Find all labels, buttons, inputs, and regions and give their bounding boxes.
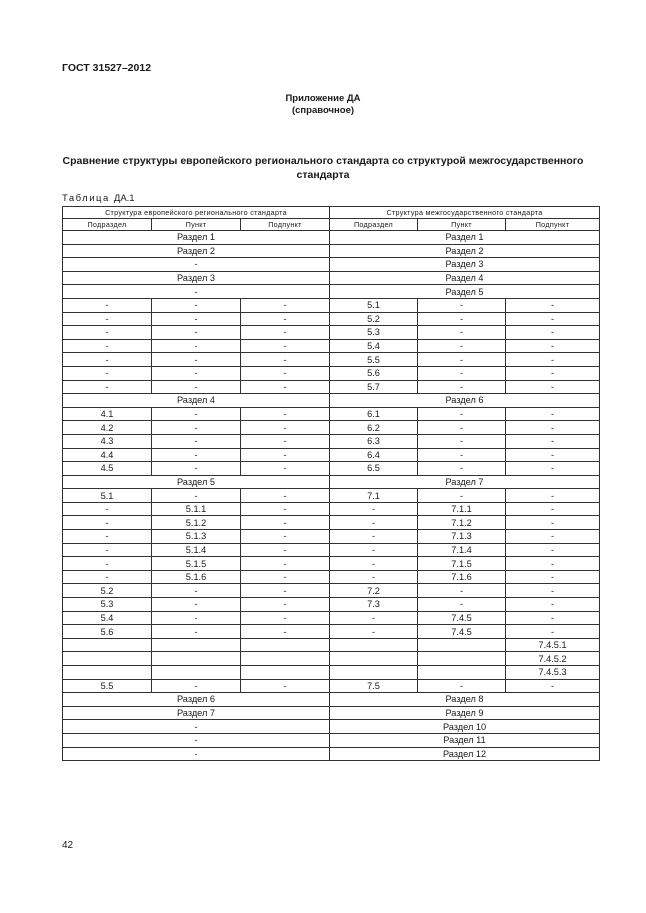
table-cell: 6.1 xyxy=(330,407,418,421)
table-cell: - xyxy=(63,380,152,394)
section-cell-left: - xyxy=(63,285,330,299)
table-cell: 4.5 xyxy=(63,462,152,476)
table-row xyxy=(63,448,600,462)
table-cell xyxy=(330,638,418,652)
table-cell: 5.4 xyxy=(63,611,152,625)
table-cell: 6.4 xyxy=(330,448,418,462)
table-cell: 5.2 xyxy=(330,312,418,326)
table-row xyxy=(63,258,600,272)
section-cell-left: Раздел 6 xyxy=(63,693,330,707)
section-cell-right: Раздел 3 xyxy=(330,258,600,272)
page-number: 42 xyxy=(62,840,74,851)
table-cell: - xyxy=(63,366,152,380)
table-cell: - xyxy=(241,326,330,340)
document-title: Сравнение структуры европейского регионального стандарта со структурой межгосударственного стандарта xyxy=(62,155,584,181)
table-cell: - xyxy=(241,339,330,353)
table-row xyxy=(63,747,600,761)
section-cell-right: Раздел 11 xyxy=(330,733,600,747)
table-row xyxy=(63,611,600,625)
table-row xyxy=(63,733,600,747)
table-cell: - xyxy=(506,312,600,326)
table-cell: - xyxy=(241,679,330,693)
table-cell: - xyxy=(506,557,600,571)
table-row xyxy=(63,394,600,408)
table-cell: 5.4 xyxy=(330,339,418,353)
table-row xyxy=(63,720,600,734)
table-cell: 5.1.5 xyxy=(152,557,241,571)
table-cell: - xyxy=(418,598,506,612)
table-cell: - xyxy=(418,448,506,462)
table-row xyxy=(63,502,600,516)
table-cell: 4.4 xyxy=(63,448,152,462)
table-cell: - xyxy=(506,625,600,639)
interstate-structure-header: Структура межгосударственного стандарта xyxy=(330,207,600,219)
table-cell: - xyxy=(330,557,418,571)
table-cell: - xyxy=(152,584,241,598)
column-header: Подраздел xyxy=(330,219,418,231)
section-cell-left: - xyxy=(63,258,330,272)
table-cell: 5.1 xyxy=(330,298,418,312)
table-cell: - xyxy=(506,407,600,421)
table-cell: 5.1.6 xyxy=(152,570,241,584)
table-row xyxy=(63,584,600,598)
comparison-table xyxy=(62,206,600,761)
table-cell: - xyxy=(152,448,241,462)
table-cell xyxy=(152,652,241,666)
table-cell: - xyxy=(506,421,600,435)
table-row xyxy=(63,353,600,367)
table-cell: 5.6 xyxy=(63,625,152,639)
section-cell-right: Раздел 5 xyxy=(330,285,600,299)
table-cell: - xyxy=(418,679,506,693)
table-cell: - xyxy=(152,353,241,367)
table-cell: - xyxy=(152,312,241,326)
table-cell xyxy=(241,638,330,652)
table-cell: - xyxy=(418,584,506,598)
section-cell-left: Раздел 3 xyxy=(63,271,330,285)
table-cell: 7.4.5 xyxy=(418,611,506,625)
table-row xyxy=(63,244,600,258)
section-cell-right: Раздел 1 xyxy=(330,231,600,245)
table-cell: - xyxy=(418,366,506,380)
table-cell: - xyxy=(506,598,600,612)
table-cell: - xyxy=(63,530,152,544)
table-cell: - xyxy=(152,421,241,435)
table-row xyxy=(63,421,600,435)
table-cell: - xyxy=(506,448,600,462)
table-cell: 6.3 xyxy=(330,434,418,448)
table-cell: 7.5 xyxy=(330,679,418,693)
table-cell: - xyxy=(63,339,152,353)
table-cell xyxy=(152,638,241,652)
table-cell: - xyxy=(241,584,330,598)
section-cell-right: Раздел 10 xyxy=(330,720,600,734)
table-cell: - xyxy=(330,516,418,530)
table-cell: - xyxy=(241,298,330,312)
table-cell xyxy=(63,652,152,666)
table-cell: - xyxy=(418,380,506,394)
table-cell: - xyxy=(152,326,241,340)
table-cell: 7.3 xyxy=(330,598,418,612)
table-cell: - xyxy=(241,543,330,557)
table-cell: - xyxy=(506,366,600,380)
table-cell: - xyxy=(63,543,152,557)
table-cell xyxy=(63,666,152,680)
table-cell: - xyxy=(241,407,330,421)
table-cell: - xyxy=(241,557,330,571)
table-cell: 5.5 xyxy=(330,353,418,367)
table-cell: 5.1.3 xyxy=(152,530,241,544)
table-cell: 5.1.4 xyxy=(152,543,241,557)
table-cell: 7.1.1 xyxy=(418,502,506,516)
table-cell: 7.1.2 xyxy=(418,516,506,530)
table-cell: - xyxy=(63,312,152,326)
table-cell: - xyxy=(506,462,600,476)
table-cell: 6.5 xyxy=(330,462,418,476)
column-header: Пункт xyxy=(418,219,506,231)
european-structure-header: Структура европейского регионального стандарта xyxy=(63,207,330,219)
table-cell: 4.3 xyxy=(63,434,152,448)
section-cell-left: - xyxy=(63,733,330,747)
table-cell: - xyxy=(241,516,330,530)
table-row xyxy=(63,285,600,299)
table-cell: - xyxy=(506,530,600,544)
table-cell: - xyxy=(330,530,418,544)
table-cell: - xyxy=(241,366,330,380)
table-cell: - xyxy=(152,462,241,476)
table-cell: - xyxy=(241,611,330,625)
table-label-prefix: Таблица xyxy=(62,193,110,204)
section-cell-right: Раздел 7 xyxy=(330,475,600,489)
table-cell: - xyxy=(506,298,600,312)
table-row xyxy=(63,706,600,720)
table-cell xyxy=(330,666,418,680)
table-cell: - xyxy=(152,489,241,503)
section-cell-right: Раздел 4 xyxy=(330,271,600,285)
table-cell: - xyxy=(241,489,330,503)
table-cell: 7.1.6 xyxy=(418,570,506,584)
appendix-heading xyxy=(0,93,646,117)
table-row xyxy=(63,231,600,245)
table-row xyxy=(63,434,600,448)
table-row xyxy=(63,366,600,380)
table-cell: - xyxy=(152,625,241,639)
table-cell: 7.4.5.3 xyxy=(506,666,600,680)
table-cell: - xyxy=(63,353,152,367)
table-row xyxy=(63,693,600,707)
table-cell: - xyxy=(506,353,600,367)
section-cell-left: - xyxy=(63,720,330,734)
table-cell: - xyxy=(418,421,506,435)
table-cell: 4.2 xyxy=(63,421,152,435)
table-row xyxy=(63,407,600,421)
table-body xyxy=(63,207,600,761)
table-cell: - xyxy=(418,339,506,353)
table-cell: - xyxy=(418,434,506,448)
table-cell: - xyxy=(506,570,600,584)
table-cell: - xyxy=(506,611,600,625)
table-cell: - xyxy=(152,679,241,693)
group-header-row xyxy=(63,207,600,219)
table-row xyxy=(63,638,600,652)
table-cell: 7.4.5.2 xyxy=(506,652,600,666)
table-cell: - xyxy=(241,353,330,367)
table-cell: 7.2 xyxy=(330,584,418,598)
section-cell-right: Раздел 9 xyxy=(330,706,600,720)
table-cell: - xyxy=(152,339,241,353)
section-cell-left: - xyxy=(63,747,330,761)
table-cell: 4.1 xyxy=(63,407,152,421)
table-cell: - xyxy=(506,489,600,503)
table-cell: 7.4.5 xyxy=(418,625,506,639)
table-cell: - xyxy=(506,584,600,598)
column-header: Подпункт xyxy=(506,219,600,231)
table-row xyxy=(63,652,600,666)
table-cell: - xyxy=(330,502,418,516)
table-row xyxy=(63,462,600,476)
table-cell: - xyxy=(241,625,330,639)
table-row xyxy=(63,625,600,639)
table-cell: - xyxy=(506,339,600,353)
table-row xyxy=(63,312,600,326)
table-cell: - xyxy=(241,462,330,476)
table-cell: 5.7 xyxy=(330,380,418,394)
table-cell: - xyxy=(418,407,506,421)
table-row xyxy=(63,298,600,312)
table-cell: 7.1.5 xyxy=(418,557,506,571)
table-cell xyxy=(241,666,330,680)
section-cell-right: Раздел 12 xyxy=(330,747,600,761)
table-cell: - xyxy=(241,502,330,516)
table-cell: - xyxy=(418,462,506,476)
section-cell-right: Раздел 8 xyxy=(330,693,600,707)
table-cell: - xyxy=(330,611,418,625)
column-header: Подраздел xyxy=(63,219,152,231)
table-cell: - xyxy=(241,598,330,612)
table-cell: - xyxy=(63,298,152,312)
table-cell: 5.1.1 xyxy=(152,502,241,516)
table-cell: - xyxy=(506,516,600,530)
table-cell: - xyxy=(63,516,152,530)
table-row xyxy=(63,516,600,530)
table-row xyxy=(63,489,600,503)
section-cell-left: Раздел 7 xyxy=(63,706,330,720)
table-row xyxy=(63,598,600,612)
table-cell: - xyxy=(241,570,330,584)
section-cell-right: Раздел 6 xyxy=(330,394,600,408)
standard-code: ГОСТ 31527–2012 xyxy=(62,62,152,74)
table-cell: - xyxy=(506,502,600,516)
table-cell: - xyxy=(152,366,241,380)
table-cell: - xyxy=(63,326,152,340)
table-cell: - xyxy=(241,530,330,544)
table-row xyxy=(63,557,600,571)
table-cell: 5.3 xyxy=(330,326,418,340)
table-row xyxy=(63,543,600,557)
table-cell: - xyxy=(152,598,241,612)
table-cell: - xyxy=(506,543,600,557)
table-cell: - xyxy=(63,502,152,516)
table-row xyxy=(63,475,600,489)
table-cell: 5.5 xyxy=(63,679,152,693)
appendix-title: Приложение ДА xyxy=(285,93,361,104)
table-row xyxy=(63,339,600,353)
section-cell-right: Раздел 2 xyxy=(330,244,600,258)
table-row xyxy=(63,679,600,693)
section-cell-left: Раздел 1 xyxy=(63,231,330,245)
table-cell: - xyxy=(418,489,506,503)
table-cell: 7.1.4 xyxy=(418,543,506,557)
table-cell: - xyxy=(330,543,418,557)
table-cell: - xyxy=(241,312,330,326)
table-cell: - xyxy=(152,434,241,448)
table-cell xyxy=(418,652,506,666)
table-cell: 5.3 xyxy=(63,598,152,612)
table-cell xyxy=(152,666,241,680)
table-cell: 7.4.5.1 xyxy=(506,638,600,652)
section-cell-left: Раздел 4 xyxy=(63,394,330,408)
table-cell: - xyxy=(418,298,506,312)
table-cell: 5.1 xyxy=(63,489,152,503)
table-cell: - xyxy=(152,407,241,421)
table-cell: - xyxy=(506,434,600,448)
table-cell xyxy=(418,666,506,680)
table-cell: 7.1 xyxy=(330,489,418,503)
table-cell xyxy=(241,652,330,666)
table-cell: 7.1.3 xyxy=(418,530,506,544)
table-label-number: ДА.1 xyxy=(113,193,135,204)
table-cell: 5.2 xyxy=(63,584,152,598)
table-cell: 5.6 xyxy=(330,366,418,380)
section-cell-left: Раздел 5 xyxy=(63,475,330,489)
table-cell: - xyxy=(152,611,241,625)
table-cell xyxy=(418,638,506,652)
table-cell: - xyxy=(63,570,152,584)
table-cell xyxy=(63,638,152,652)
column-header: Подпункт xyxy=(241,219,330,231)
table-cell: 6.2 xyxy=(330,421,418,435)
table-cell: 5.1.2 xyxy=(152,516,241,530)
table-cell: - xyxy=(241,421,330,435)
table-cell xyxy=(330,652,418,666)
table-row xyxy=(63,666,600,680)
table-row xyxy=(63,530,600,544)
table-cell: - xyxy=(418,312,506,326)
table-cell: - xyxy=(152,380,241,394)
table-label xyxy=(62,193,135,204)
table-row xyxy=(63,380,600,394)
column-header-row xyxy=(63,219,600,231)
table-cell: - xyxy=(63,557,152,571)
appendix-subtitle: (справочное) xyxy=(291,105,355,116)
table-cell: - xyxy=(506,679,600,693)
table-row xyxy=(63,570,600,584)
table-row xyxy=(63,326,600,340)
section-cell-left: Раздел 2 xyxy=(63,244,330,258)
column-header: Пункт xyxy=(152,219,241,231)
table-cell: - xyxy=(241,434,330,448)
table-cell: - xyxy=(330,625,418,639)
table-cell: - xyxy=(241,380,330,394)
table-cell: - xyxy=(418,326,506,340)
table-cell: - xyxy=(506,326,600,340)
table-cell: - xyxy=(241,448,330,462)
table-cell: - xyxy=(330,570,418,584)
table-cell: - xyxy=(152,298,241,312)
table-cell: - xyxy=(506,380,600,394)
table-row xyxy=(63,271,600,285)
table-cell: - xyxy=(418,353,506,367)
